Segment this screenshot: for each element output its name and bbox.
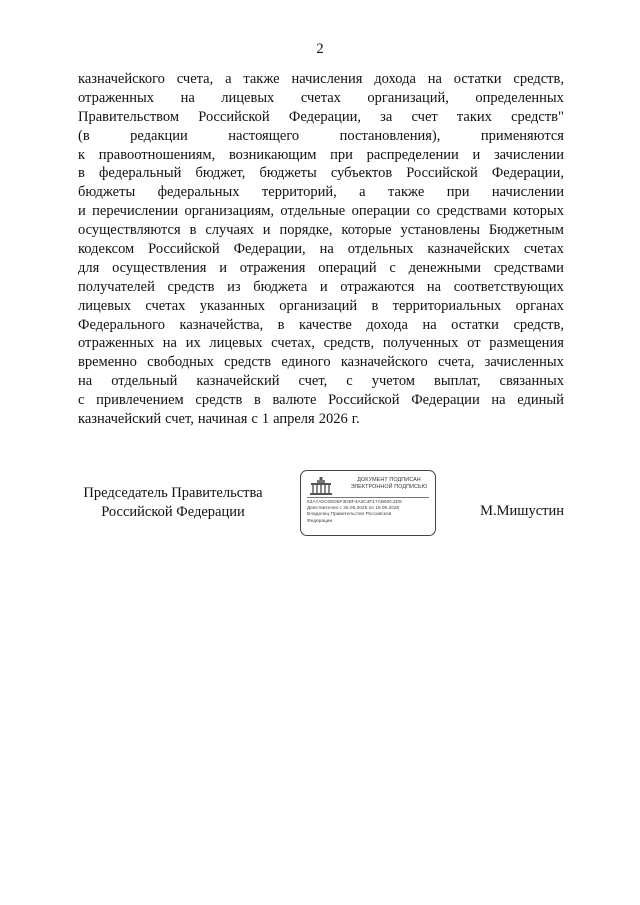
text-word: соответствующих <box>453 278 564 295</box>
text-word: организациям, <box>184 203 275 220</box>
text-line <box>78 164 564 183</box>
signatory-title-line-1: Председатель Правительства <box>83 485 263 501</box>
text-word: размещения <box>489 335 564 352</box>
text-word: федеральный <box>98 165 182 182</box>
text-word: денежными <box>408 259 482 276</box>
text-word: на <box>422 316 437 333</box>
text-word: средств <box>195 392 243 409</box>
signatory-title-line-2: Российской Федерации <box>101 503 245 520</box>
text-word: в <box>277 316 285 333</box>
text-word: и <box>78 203 86 220</box>
text-word: казначейский <box>196 373 280 390</box>
stamp-owner-line-1: Владелец Правительство Российской <box>307 512 392 518</box>
text-word: на <box>180 89 195 106</box>
text-line <box>78 127 564 146</box>
text-word: счетах <box>145 297 186 314</box>
text-word: валюте <box>272 392 317 409</box>
text-word: организаций <box>279 297 358 314</box>
signer-name: М.Мишустин <box>480 503 564 519</box>
text-word: а <box>359 184 366 201</box>
text-word: полученных <box>382 335 459 352</box>
government-building-emblem-icon <box>308 476 334 496</box>
text-word: получателей <box>78 278 155 295</box>
text-word: с <box>346 373 353 390</box>
text-word: средств <box>224 354 272 371</box>
text-word: учетом <box>371 373 415 390</box>
text-word: 2026 <box>318 411 348 428</box>
text-word: бюджет, <box>195 165 246 182</box>
text-word: средств, <box>513 71 564 87</box>
text-word: в <box>78 165 85 182</box>
text-line <box>78 372 564 391</box>
text-word: в <box>371 297 379 314</box>
text-word: Федерации <box>411 392 480 409</box>
text-word: остатки <box>453 71 502 87</box>
text-word: указанных <box>199 297 265 314</box>
text-word: на <box>162 335 177 352</box>
text-word: остатки <box>451 316 499 333</box>
text-word: и <box>319 278 328 295</box>
text-word: начиная <box>197 411 248 428</box>
text-word: Правительством <box>78 108 180 125</box>
text-word: за <box>380 108 393 125</box>
text-line <box>78 391 564 410</box>
stamp-title-line-1: ДОКУМЕНТ ПОДПИСАН <box>357 477 421 483</box>
text-word: бюджеты <box>78 184 136 201</box>
text-word: лицевых <box>78 297 132 314</box>
text-word: средствами <box>436 203 507 220</box>
text-word: также <box>243 71 280 87</box>
page-number: 2 <box>316 41 324 57</box>
text-word: отраженных <box>78 89 155 106</box>
text-word: бюджета <box>253 278 308 295</box>
text-word: операции <box>351 203 411 220</box>
text-word: на <box>427 71 442 87</box>
text-word: на <box>319 241 334 258</box>
stamp-title-line-2: ЭЛЕКТРОННОЙ ПОДПИСЬЮ <box>350 484 428 490</box>
text-word: казначейского <box>78 71 165 87</box>
text-word: бюджеты <box>259 165 317 182</box>
text-word: к <box>78 146 86 163</box>
text-word: счетах <box>523 241 564 258</box>
text-line <box>78 202 564 221</box>
text-word: от <box>467 335 481 352</box>
text-word: в <box>254 392 261 409</box>
text-word: связанных <box>499 373 564 390</box>
text-word: органах <box>515 297 564 314</box>
text-word: зачисленных <box>484 354 564 371</box>
text-word: территорий, <box>261 184 337 201</box>
text-word: г. <box>351 411 360 428</box>
text-word: Российской <box>148 241 220 258</box>
text-line <box>78 89 564 108</box>
text-word: кодексом <box>78 241 135 258</box>
text-line <box>78 297 564 316</box>
text-word: Российской <box>198 108 270 125</box>
text-word: отдельных <box>347 241 414 258</box>
text-word: правоотношениям, <box>98 146 216 163</box>
text-word: средств" <box>511 108 564 125</box>
text-word: при <box>330 146 353 163</box>
text-word: операций <box>318 259 377 276</box>
electronic-signature-stamp <box>300 470 436 536</box>
text-word: счет, <box>165 411 194 428</box>
text-word: территориальных <box>392 297 502 314</box>
text-word: временно <box>78 354 137 371</box>
text-line <box>78 353 564 372</box>
text-word: привлечением <box>96 392 184 409</box>
text-word: их <box>185 335 201 352</box>
text-word: казначейства, <box>179 316 264 333</box>
text-word: и <box>262 222 271 239</box>
text-word: для <box>78 259 100 276</box>
text-word: определенных <box>475 89 564 106</box>
text-word: организаций, <box>367 89 449 106</box>
text-word: начислении <box>491 184 564 201</box>
text-line <box>78 278 564 297</box>
text-word: Бюджетным <box>488 222 564 239</box>
text-word: применяются <box>480 127 564 144</box>
text-word: Российской <box>406 165 478 182</box>
text-word: также <box>388 184 425 201</box>
text-word: счетах, <box>271 335 315 352</box>
text-word: казначейский <box>78 411 162 428</box>
text-word: Федерации, <box>491 165 564 182</box>
text-word: свободных <box>147 354 214 371</box>
text-word: и <box>472 146 481 163</box>
text-word: отдельные <box>280 203 346 220</box>
text-word: Федерации, <box>233 241 306 258</box>
text-word: с <box>389 259 396 276</box>
text-word: Российской <box>328 392 400 409</box>
text-word: средств, <box>323 335 375 352</box>
text-word: выплат, <box>434 373 481 390</box>
text-word: отраженных <box>78 335 155 352</box>
text-word: отражаются <box>340 278 415 295</box>
text-word: единый <box>517 392 564 409</box>
text-word: средствами <box>493 259 564 276</box>
text-word: постановления), <box>339 127 441 144</box>
text-word: средств, <box>513 316 564 333</box>
text-word: осуществляются <box>78 222 181 239</box>
text-word: федеральных <box>157 184 240 201</box>
stamp-details <box>307 500 431 525</box>
text-word: 1 <box>261 411 270 428</box>
text-line <box>78 183 564 202</box>
text-word: настоящего <box>228 127 300 144</box>
text-word: отражения <box>239 259 306 276</box>
text-word: счета, <box>176 71 214 87</box>
text-word: на <box>426 278 442 295</box>
text-word: счета, <box>437 354 475 371</box>
text-line <box>78 108 564 127</box>
text-word: качестве <box>299 316 352 333</box>
text-line <box>78 70 564 89</box>
text-word: которые <box>341 222 392 239</box>
text-word: которых <box>512 203 564 220</box>
text-line <box>78 316 564 335</box>
text-word: с <box>251 411 258 428</box>
text-word: таких <box>456 108 492 125</box>
text-word: дохода <box>366 316 408 333</box>
text-word: субъектов <box>330 165 393 182</box>
text-word: со <box>416 203 431 220</box>
text-word: (в <box>78 127 90 144</box>
text-word: при <box>446 184 470 201</box>
text-word: казначейского <box>340 354 428 371</box>
text-word: апреля <box>273 411 315 428</box>
text-line <box>78 146 564 165</box>
text-word: установлены <box>400 222 480 239</box>
text-word: средств <box>167 278 215 295</box>
text-word: из <box>227 278 241 295</box>
text-word: отдельный <box>111 373 178 390</box>
text-word: счет <box>411 108 438 125</box>
text-word: лицевых <box>221 89 275 106</box>
text-word: дохода <box>374 71 416 87</box>
text-word: единого <box>281 354 331 371</box>
text-word: Федерации, <box>288 108 361 125</box>
text-word: распределении <box>366 146 459 163</box>
text-word: лицевых <box>209 335 263 352</box>
text-word: начисления <box>291 71 363 87</box>
text-word: перечислении <box>92 203 179 220</box>
text-word: в <box>189 222 197 239</box>
text-word: на <box>78 373 93 390</box>
text-word: порядке, <box>279 222 333 239</box>
stamp-certificate-serial: 53A7A0C0ED6F3DBF4A3C4F17AB50C2D9 <box>307 500 402 505</box>
stamp-divider <box>307 497 429 498</box>
text-word: зачислении <box>493 146 564 163</box>
stamp-owner-line-2: Федерации <box>307 518 333 524</box>
stamp-title <box>345 477 433 491</box>
text-word: казначейских <box>427 241 510 258</box>
text-line <box>78 334 564 353</box>
text-line <box>78 240 564 259</box>
text-word: редакции <box>130 127 188 144</box>
text-word: на <box>491 392 506 409</box>
text-line <box>78 221 564 240</box>
text-word: случаях <box>205 222 254 239</box>
text-word: и <box>219 259 227 276</box>
text-line <box>78 259 564 278</box>
text-word: Федерального <box>78 316 166 333</box>
text-word: счетах <box>300 89 341 106</box>
signatory-title <box>78 484 268 521</box>
text-word: счет, <box>298 373 328 390</box>
text-word: осуществления <box>112 259 207 276</box>
text-line <box>78 410 564 429</box>
stamp-validity-period: Действителен с 26.06.2025 по 19.09.2026 <box>307 506 400 512</box>
text-word: с <box>78 392 85 409</box>
text-word: возникающим <box>228 146 317 163</box>
document-body-text <box>78 70 564 429</box>
text-word: а <box>225 71 232 87</box>
